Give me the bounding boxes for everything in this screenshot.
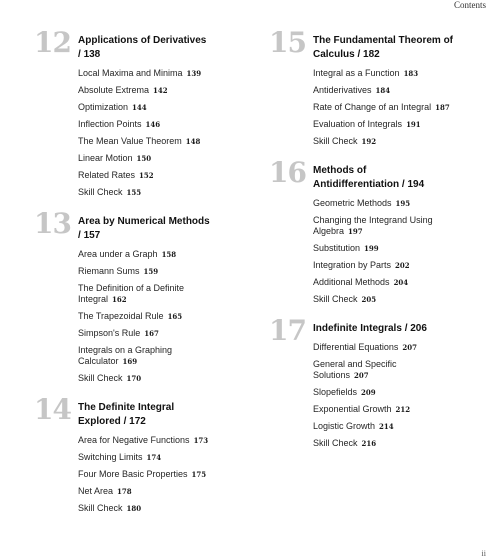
toc-entry[interactable] <box>313 257 454 274</box>
toc-entry-page: 159 <box>143 267 159 276</box>
toc-entry-page: 192 <box>361 137 377 146</box>
chapter-page-ref: / 194 <box>401 179 425 190</box>
chapter-number: 16 <box>269 156 306 189</box>
toc-entry-page: 199 <box>364 244 379 253</box>
toc-entry-page: 142 <box>153 86 168 95</box>
toc-entry[interactable] <box>313 356 454 384</box>
chapter-block <box>269 156 454 308</box>
toc-entry[interactable] <box>78 116 219 133</box>
toc-entry-page: 167 <box>144 329 159 338</box>
toc-entry-page: 175 <box>191 470 207 479</box>
toc-entry[interactable] <box>78 449 219 466</box>
toc-entry[interactable] <box>78 150 219 167</box>
toc-entry-page: 184 <box>375 86 391 95</box>
toc-entry-page: 146 <box>145 120 161 129</box>
chapter-page-ref: / 157 <box>78 230 101 241</box>
chapter-number: 15 <box>269 26 306 59</box>
toc-entry[interactable] <box>313 133 454 150</box>
toc-entry[interactable] <box>78 370 219 387</box>
chapter-block <box>269 314 454 452</box>
chapter-block <box>34 393 219 517</box>
toc-entry-title: Skill Check <box>78 373 123 383</box>
chapter-page-number: 182 <box>363 49 380 60</box>
toc-entry-title: Four More Basic Properties <box>78 469 188 479</box>
chapter-title-text: The Definite Integral Explored <box>78 402 175 427</box>
toc-entry[interactable] <box>78 246 219 263</box>
toc-entry-page: 173 <box>193 436 209 445</box>
chapter-number: 13 <box>34 207 71 240</box>
toc-entry[interactable] <box>313 99 454 116</box>
toc-entry-title: Optimization <box>78 102 129 112</box>
toc-entry[interactable] <box>78 133 219 150</box>
toc-entry-page: 148 <box>185 137 201 146</box>
toc-entry-page: 165 <box>167 312 183 321</box>
toc-entry[interactable] <box>78 432 219 449</box>
toc-entry-list <box>78 246 219 387</box>
toc-entry-page: 169 <box>122 357 138 366</box>
toc-entry-list <box>313 195 454 308</box>
toc-entry[interactable] <box>313 240 454 257</box>
toc-entry-title: The Definition of a Definite Integral <box>78 283 185 304</box>
toc-entry-title: Skill Check <box>313 294 358 304</box>
toc-entry-page: 212 <box>395 405 411 414</box>
toc-entry-title: Additional Methods <box>313 277 390 287</box>
toc-entry-list <box>78 65 219 201</box>
chapter-title-text: Indefinite Integrals <box>313 323 402 334</box>
chapter-title[interactable] <box>313 34 454 62</box>
toc-entry[interactable] <box>78 167 219 184</box>
toc-entry-title: Area under a Graph <box>78 249 158 259</box>
chapter-title[interactable] <box>78 401 219 429</box>
toc-entry-page: 170 <box>126 374 142 383</box>
toc-entry[interactable] <box>313 418 454 435</box>
toc-entry-page: 158 <box>161 250 177 259</box>
chapter-title[interactable] <box>313 164 454 192</box>
toc-entry[interactable] <box>78 82 219 99</box>
toc-entry-title: Rate of Change of an Integral <box>313 102 432 112</box>
toc-entry-page: 150 <box>136 154 152 163</box>
chapter-title[interactable] <box>78 34 219 62</box>
toc-entry[interactable] <box>78 325 219 342</box>
toc-entry-title: The Trapezoidal Rule <box>78 311 164 321</box>
toc-entry-page: 209 <box>361 388 376 397</box>
chapter-block <box>34 26 219 201</box>
chapter-title-text: The Fundamental Theorem of Calculus <box>313 35 454 60</box>
toc-entry-page: 214 <box>379 422 394 431</box>
toc-entry-title: Differential Equations <box>313 342 399 352</box>
chapter-page-ref: / 172 <box>123 416 146 427</box>
toc-entry[interactable] <box>313 82 454 99</box>
toc-entry-page: 139 <box>186 69 202 78</box>
toc-entry[interactable] <box>78 184 219 201</box>
toc-entry-page: 162 <box>112 295 127 304</box>
toc-entry-title: Skill Check <box>78 503 123 513</box>
toc-entry[interactable] <box>313 339 454 356</box>
toc-entry[interactable] <box>313 384 454 401</box>
toc-entry[interactable] <box>313 291 454 308</box>
toc-entry[interactable] <box>313 65 454 82</box>
toc-entry[interactable] <box>78 99 219 116</box>
toc-entry-page: 178 <box>117 487 132 496</box>
page-number: ii <box>481 549 486 558</box>
toc-entry-page: 174 <box>146 453 162 462</box>
chapter-title-text: Applications of Derivatives <box>78 35 207 46</box>
toc-entry-list <box>78 432 219 517</box>
toc-entry-page: 207 <box>354 371 369 380</box>
chapter-title[interactable] <box>78 215 219 243</box>
toc-entry-title: Substitution <box>313 243 361 253</box>
toc-entry-list <box>313 65 454 150</box>
toc-entry-page: 202 <box>395 261 410 270</box>
toc-entry[interactable] <box>78 65 219 82</box>
toc-entry-title: Skill Check <box>313 438 358 448</box>
chapter-page-number: 157 <box>83 230 101 241</box>
toc-entry-title: Exponential Growth <box>313 404 392 414</box>
toc-entry-page: 152 <box>139 171 154 180</box>
toc-entry-page: 205 <box>361 295 377 304</box>
toc-entry-title: Absolute Extrema <box>78 85 150 95</box>
chapter-title-text: Methods of Antidifferentiation <box>313 165 400 190</box>
toc-entry-page: 187 <box>435 103 450 112</box>
chapter-block <box>269 26 454 150</box>
toc-entry-title: Changing the Integrand Using Algebra <box>313 215 433 236</box>
toc-entry[interactable] <box>78 500 219 517</box>
toc-entry-title: Related Rates <box>78 170 136 180</box>
toc-entry-title: Slopefields <box>313 387 358 397</box>
chapter-title-text: Area by Numerical Methods <box>78 216 210 227</box>
toc-entry[interactable] <box>313 212 454 240</box>
toc-entry-page: 204 <box>393 278 409 287</box>
toc-entry-title: Area for Negative Functions <box>78 435 190 445</box>
toc-entry-page: 195 <box>395 199 411 208</box>
chapter-page-number: 138 <box>83 49 101 60</box>
toc-entry-title: Skill Check <box>78 187 123 197</box>
running-head: Contents <box>453 0 486 10</box>
toc-entry-page: 180 <box>126 504 142 513</box>
chapter-page-ref: / 182 <box>357 49 380 60</box>
toc-entry-page: 207 <box>402 343 418 352</box>
toc-entry-title: Simpson's Rule <box>78 328 141 338</box>
toc-entry-title: Local Maxima and Minima <box>78 68 183 78</box>
chapter-page-number: 194 <box>407 179 425 190</box>
toc-entry-title: Switching Limits <box>78 452 143 462</box>
chapter-number: 14 <box>34 393 71 426</box>
toc-entry-page: 191 <box>406 120 421 129</box>
toc-entry-title: Integral as a Function <box>313 68 400 78</box>
toc-column-right <box>269 26 454 466</box>
toc-entry[interactable] <box>313 435 454 452</box>
toc-entry-page: 144 <box>132 103 147 112</box>
toc-entry-title: Integration by Parts <box>313 260 392 270</box>
toc-entry-title: Linear Motion <box>78 153 133 163</box>
chapter-block <box>34 207 219 387</box>
chapter-number: 12 <box>34 26 71 59</box>
toc-entry[interactable] <box>78 263 219 280</box>
chapter-title[interactable] <box>313 322 454 336</box>
toc-entry-page: 155 <box>126 188 142 197</box>
toc-entry-page: 183 <box>403 69 419 78</box>
toc-entry-title: Net Area <box>78 486 114 496</box>
toc-column-left <box>34 26 219 531</box>
toc-entry-title: Integrals on a Graphing Calculator <box>78 345 173 366</box>
toc-entry-title: Inflection Points <box>78 119 142 129</box>
chapter-page-ref: / 138 <box>78 49 101 60</box>
toc-entry-title: Logistic Growth <box>313 421 376 431</box>
chapter-page-ref: / 206 <box>404 323 427 334</box>
toc-entry-title: Skill Check <box>313 136 358 146</box>
toc-entry-title: General and Specific Solutions <box>313 359 397 380</box>
toc-entry[interactable] <box>313 116 454 133</box>
toc-entry[interactable] <box>78 466 219 483</box>
toc-entry-title: The Mean Value Theorem <box>78 136 182 146</box>
toc-entry-title: Evaluation of Integrals <box>313 119 403 129</box>
toc-entry-title: Antiderivatives <box>313 85 372 95</box>
toc-entry[interactable] <box>313 195 454 212</box>
toc-entry-title: Geometric Methods <box>313 198 392 208</box>
chapter-page-number: 206 <box>410 323 427 334</box>
toc-entry-page: 197 <box>348 227 363 236</box>
toc-entry[interactable] <box>78 280 219 308</box>
toc-entry[interactable] <box>313 401 454 418</box>
toc-entry[interactable] <box>78 342 219 370</box>
chapter-number: 17 <box>269 314 306 347</box>
toc-entry-page: 216 <box>361 439 377 448</box>
toc-entry[interactable] <box>78 483 219 500</box>
toc-entry-title: Riemann Sums <box>78 266 140 276</box>
toc-entry-list <box>313 339 454 452</box>
toc-entry[interactable] <box>313 274 454 291</box>
toc-entry[interactable] <box>78 308 219 325</box>
chapter-page-number: 172 <box>129 416 146 427</box>
